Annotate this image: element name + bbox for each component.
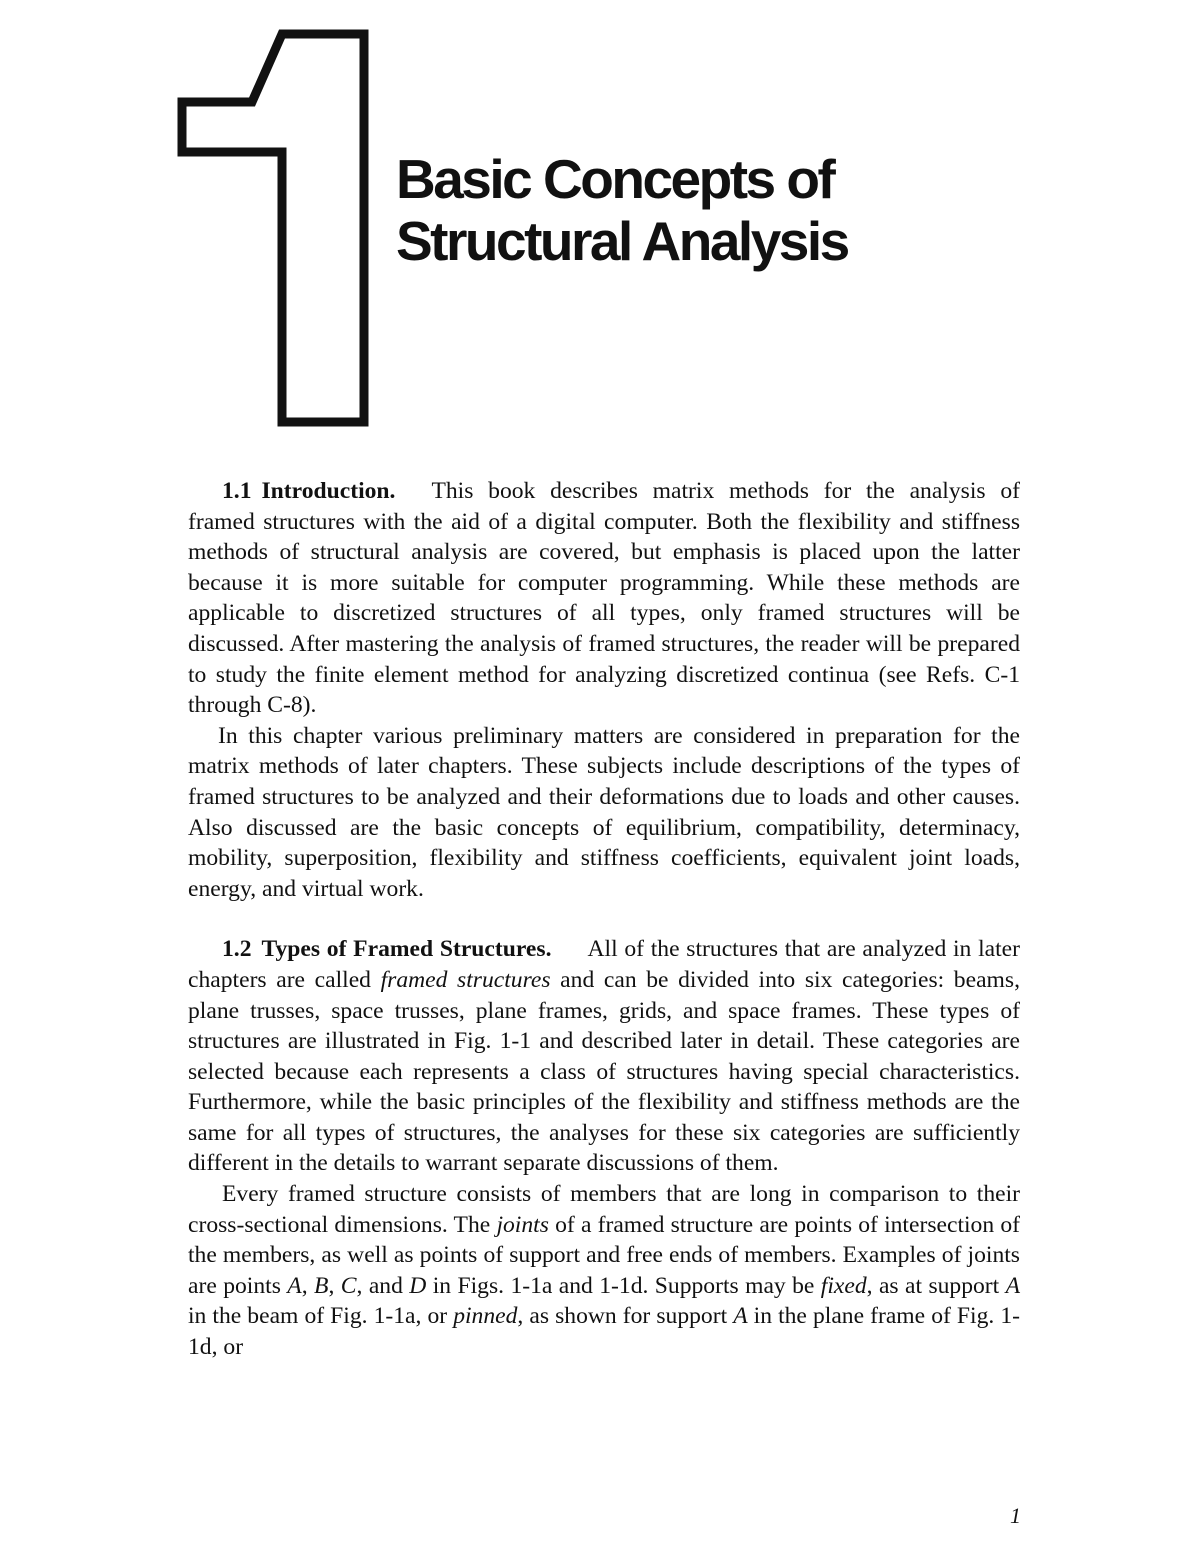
section-1-2-paragraph-1	[188, 934, 1020, 1179]
section-1-1-paragraph-2	[188, 721, 1020, 905]
chapter-title-line-1: Basic Concepts of	[396, 148, 834, 210]
joint-label: C	[340, 1272, 357, 1299]
chapter-title-line-2: Structural Analysis	[396, 210, 848, 272]
joint-label: A	[1005, 1272, 1021, 1299]
emphasis-term: joints	[496, 1211, 549, 1238]
body-text	[188, 476, 1020, 1363]
chapter-number-text: 1	[273, 258, 275, 259]
paragraph-text: , as shown for support	[517, 1303, 734, 1330]
section-1-2-paragraph-2	[188, 1179, 1020, 1363]
paragraph-text: Every framed structure consists of members that are long in comparison to their cross-sectional dimensions. The	[188, 1181, 1020, 1238]
section-1-1-paragraph-1	[188, 476, 1020, 721]
paragraph-text: of a framed structure are points of intersection of the members, as well as points of support and free ends of members. Examples of joints are points	[188, 1211, 1020, 1299]
joint-label: A	[287, 1272, 302, 1299]
paragraph-text: in the beam of Fig. 1-1a, or	[188, 1303, 454, 1330]
paragraph-text: in Figs. 1-1a and 1-1d. Supports may be	[426, 1272, 821, 1299]
paragraph-text: and can be divided into six categories: beams, plane trusses, space trusses, plane frames, grids, and space frames. These types of structures are illustrated in Fig. 1-1 and described later in detail. These categories are selected because each represents a class of structures having special characteristics. Furthermore, while the basic principles of the flexibility and stiffness methods are the same for all types of structures, the analyses for these six categories are sufficiently different in the details to warrant separate discussions of them.	[188, 966, 1020, 1177]
joint-label: B	[314, 1272, 329, 1299]
paragraph-text: This book describes matrix methods for the analysis of framed structures with the aid of a digital computer. Both the flexibility and stiffness methods of structural analysis are covered, but emphasis is placed upon the latter because it is more suitable for computer programming. While these methods are applicable to discretized structures of all types, only framed structures will be discussed. After mastering the analysis of framed structures, the reader will be prepared to study the finite element method for analyzing discretized continua (see Refs. C-1 through C-8).	[188, 478, 1020, 719]
paragraph-text: in the plane frame of Fig. 1-1d, or	[188, 1303, 1020, 1361]
emphasis-term: fixed	[820, 1272, 867, 1299]
paragraph-text: All of the structures that are analyzed in later chapters are called	[188, 936, 1020, 993]
emphasis-term: framed structures	[380, 966, 551, 993]
section-number: 1.2	[222, 936, 252, 963]
section-title: Introduction.	[261, 478, 396, 504]
chapter-title	[396, 148, 848, 272]
emphasis-term: pinned	[453, 1303, 518, 1330]
chapter-number-graphic	[176, 28, 372, 428]
paragraph-text: In this chapter various preliminary matters are considered in preparation for the matrix methods of later chapters. These subjects include descriptions of the types of framed structures to be analyzed and their deformations due to loads and other causes. Also discussed are the basic concepts of equilibrium, compatibility, determinacy, mobility, superposition, flexibility and stiffness coefficients, equivalent joint loads, energy, and virtual work.	[188, 722, 1020, 902]
section-title: Types of Framed Structures.	[261, 936, 552, 963]
section-number: 1.1	[222, 478, 252, 504]
paragraph-text: ,	[328, 1272, 341, 1299]
joint-label: D	[409, 1272, 427, 1299]
paragraph-text: , as at support	[866, 1272, 1006, 1299]
paragraph-text: ,	[301, 1272, 315, 1299]
paragraph-text: , and	[356, 1272, 410, 1299]
page-number: 1	[1010, 1503, 1021, 1528]
joint-label: A	[733, 1303, 748, 1330]
